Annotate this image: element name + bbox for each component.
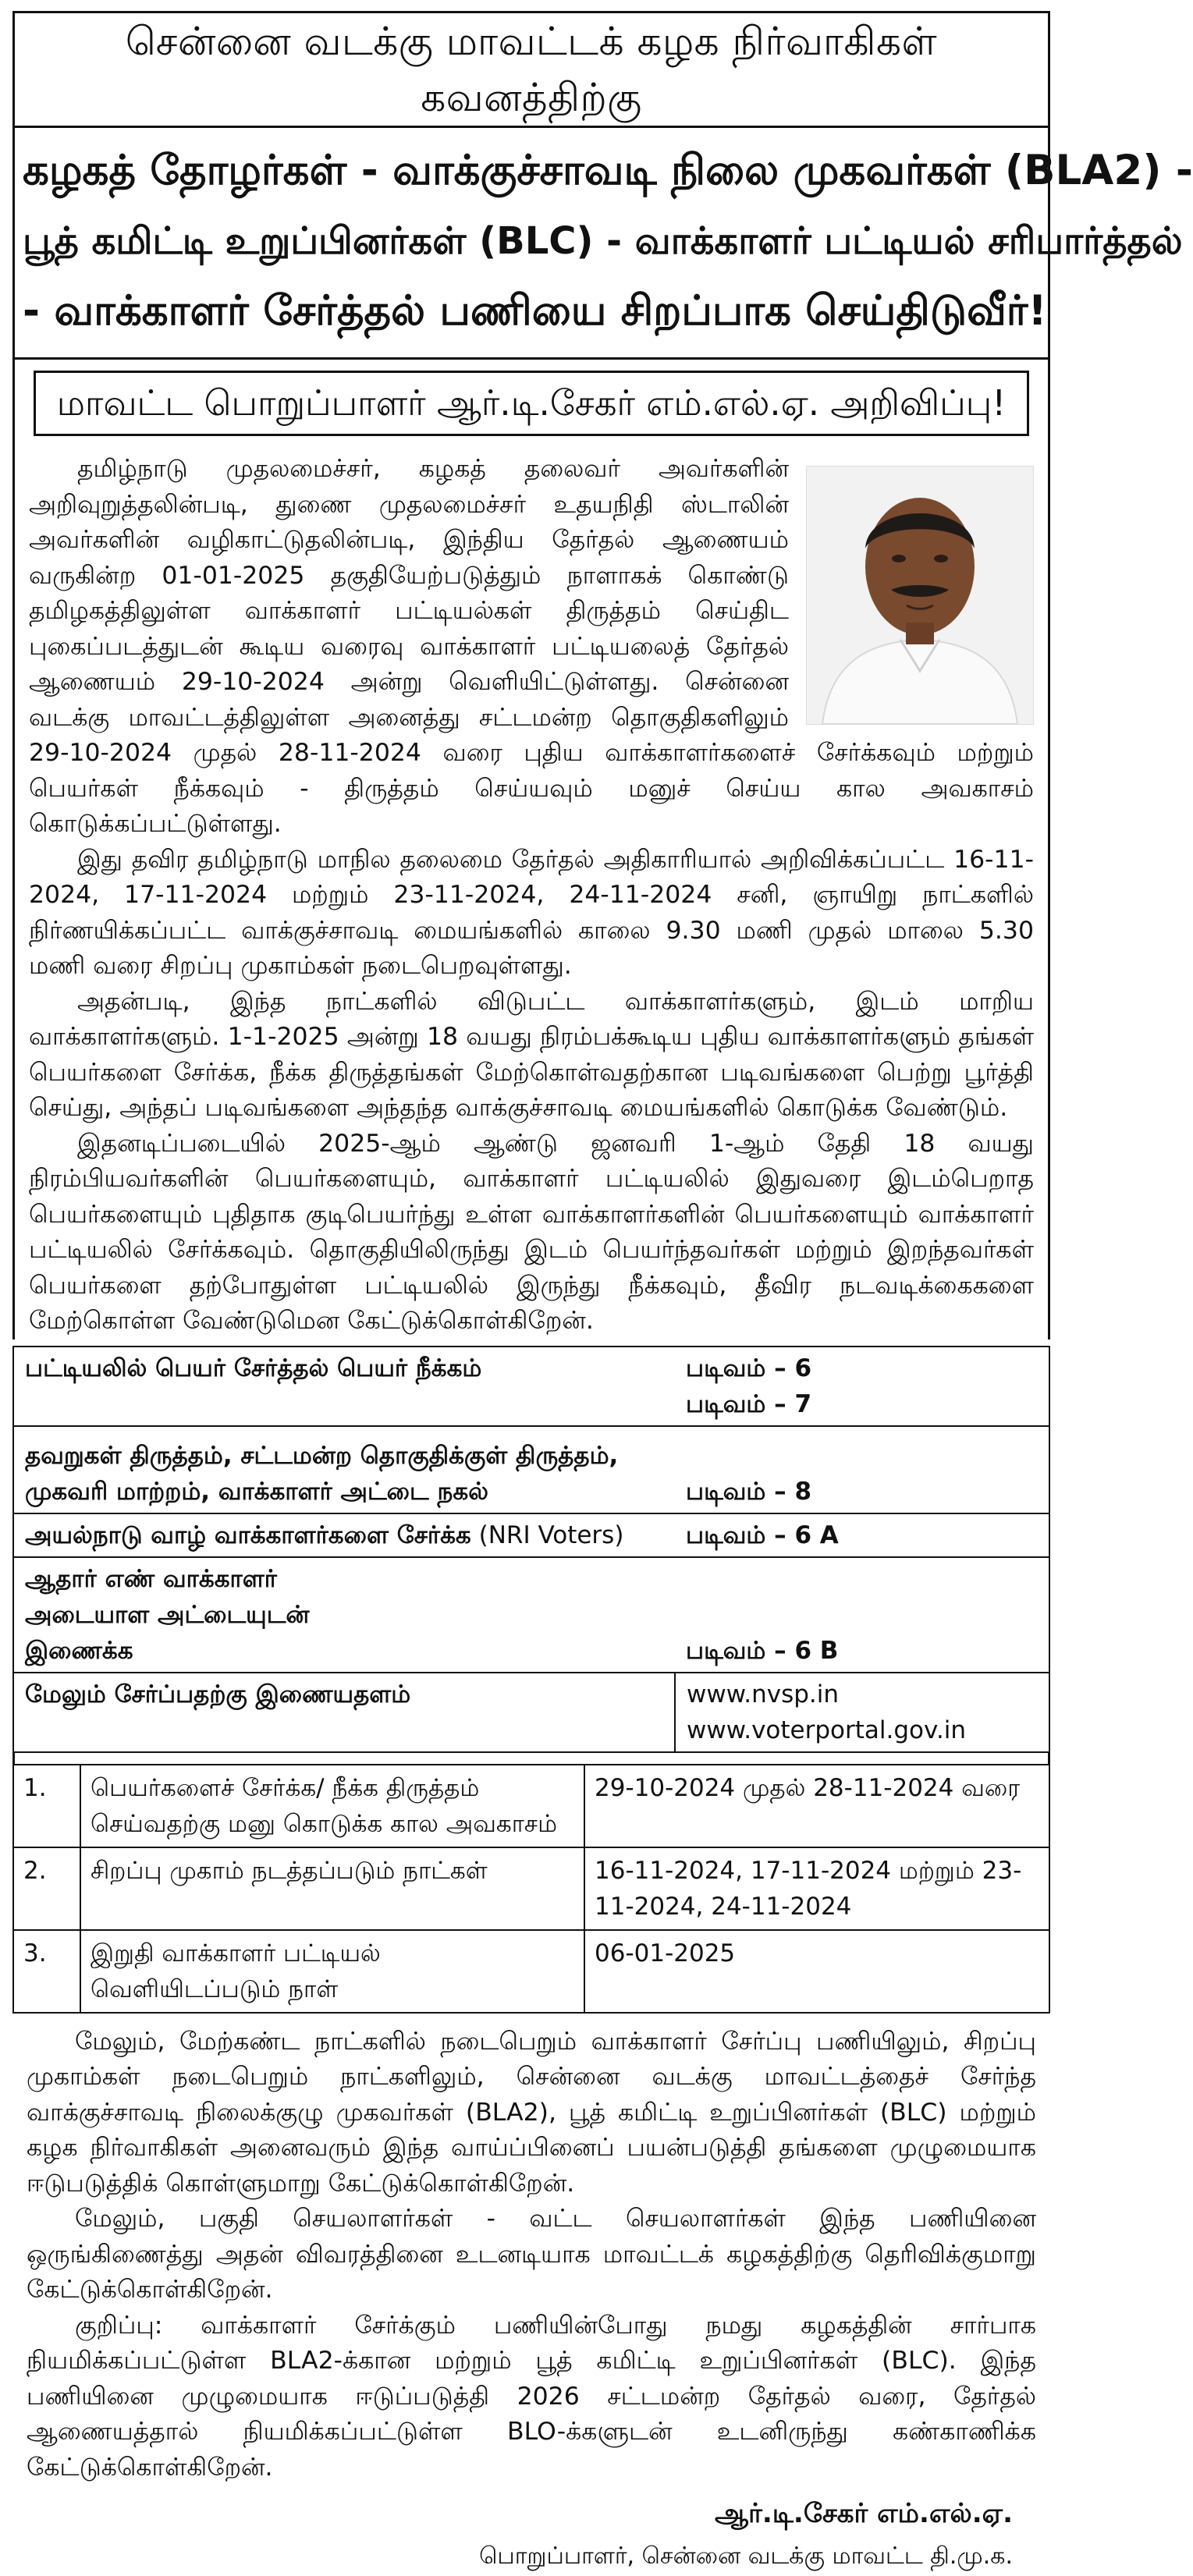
closing-paragraph-1: மேலும், மேற்கண்ட நாட்களில் நடைபெறும் வாக்காளர் சேர்ப்பு பணியிலும், சிறப்பு முகாம்கள் நடைபெறும் நாட்களிலும், சென்னை வடக்கு மாவட்டத்தைச் சேர்ந்த வாக்குச்சாவடி நிலைக்குழு முகவர்கள் (BLA2), பூத் கமிட்டி உறுப்பினர்கள் (BLC) மற்றும் கழக நிர்வாகிகள் அனைவரும் இந்த வாய்ப்பினைப் பயன்படுத்தி தங்களை முழுமையாக ஈடுபடுத்திக் கொள்ளுமாறு கேட்டுக்கொள்கிறேன். [27, 2024, 1036, 2202]
table-row [13, 1426, 1049, 1513]
row-value: 29-10-2024 முதல் 28-11-2024 வரை [584, 1765, 1049, 1847]
row-label: பட்டியலில் பெயர் சேர்த்தல் பெயர் நீக்கம் [13, 1347, 675, 1426]
closing-paragraph-3: குறிப்பு: வாக்காளர் சேர்க்கும் பணியின்போது நமது கழகத்தின் சார்பாக நியமிக்கப்பட்டுள்ள BLA2-க்கான மற்றும் பூத் கமிட்டி உறுப்பினர்கள் (BLC). இந்த பணியினை முழுமையாக ஈடுப்படுத்தி 2026 சட்டமன்ற தேர்தல் வரை, தேர்தல் ஆணையத்தால் நியமிக்கப்பட்டுள்ள BLO-க்களுடன் உடனிருந்து கண்காணிக்க கேட்டுக்கொள்கிறேன். [27, 2308, 1036, 2486]
form-number: படிவம் – 6 B [675, 1557, 1049, 1673]
row-label: இறுதி வாக்காளர் பட்டியல் வெளியிடப்படும் நாள் [80, 1930, 584, 2013]
form-number: படிவம் – 8 [675, 1426, 1049, 1513]
table-row [13, 1673, 1049, 1752]
table-row [13, 1557, 1049, 1673]
form-number: படிவம் – 7 [686, 1386, 1038, 1422]
spacer [12, 1753, 1050, 1764]
body-text [12, 447, 1050, 1339]
top-heading: சென்னை வடக்கு மாவட்டக் கழக நிர்வாகிகள் கவனத்திற்கு [12, 11, 1050, 128]
closing-text [12, 2014, 1050, 2576]
form-number: படிவம் – 6 A [675, 1513, 1049, 1557]
row-number: 2. [13, 1847, 80, 1930]
paragraph-3: அதன்படி, இந்த நாட்களில் விடுபட்ட வாக்காளர்களும், இடம் மாறிய வாக்காளர்களும். 1-1-2025 அன்று 18 வயது நிரம்பக்கூடிய புதிய வாக்காளர்களும் தங்கள் பெயர்களை சேர்க்க, நீக்க திருத்தங்கள் மேற்கொள்வதற்கான படிவங்களை பெற்று பூர்த்தி செய்து, அந்தப் படிவங்களை அந்தந்த வாக்குச்சாவடி மையங்களில் கொடுக்க வேண்டும். [29, 985, 1034, 1127]
person-photo [806, 466, 1034, 725]
row-number: 1. [13, 1765, 80, 1847]
designation: பொறுப்பாளர், சென்னை வடக்கு மாவட்ட தி.மு.க. [27, 2537, 1036, 2576]
row-label [13, 1513, 675, 1557]
row-number: 3. [13, 1930, 80, 2013]
paragraph-2: இது தவிர தமிழ்நாடு மாநில தலைமை தேர்தல் அதிகாரியால் அறிவிக்கப்பட்ட 16-11-2024, 17-11-2024 மற்றும் 23-11-2024, 24-11-2024 சனி, ஞாயிறு நாட்களில் நிர்ணயிக்கப்பட்ட வாக்குச்சாவடி மையங்களில் காலை 9.30 மணி முதல் மாலை 5.30 மணி வரை சிறப்பு முகாம்கள் நடைபெறவுள்ளது. [29, 843, 1034, 985]
row-label: பெயர்களைச் சேர்க்க/ நீக்க திருத்தம் செய்வதற்கு மனு கொடுக்க கால அவகாசம் [80, 1765, 584, 1847]
websites [675, 1673, 1049, 1752]
form-number: படிவம் – 6 [686, 1350, 1038, 1386]
paragraph-4: இதனடிப்படையில் 2025-ஆம் ஆண்டு ஜனவரி 1-ஆம் தேதி 18 வயது நிரம்பியவர்களின் பெயர்களையும், வாக்காளர் பட்டியலில் இதுவரை இடம்பெறாத பெயர்களையும் புதிதாக குடிபெயர்ந்து உள்ள வாக்காளர்களின் பெயர்களையும் வாக்காளர் பட்டியலில் சேர்க்கவும். தொகுதியிலிருந்து இடம் பெயர்ந்தவர்கள் மற்றும் இறந்தவர்கள் பெயர்களை தற்போதுள்ள பட்டியலில் இருந்து நீக்கவும், தீவிர நடவடிக்கைகளை மேற்கொள்ள வேண்டுமென கேட்டுக்கொள்கிறேன். [29, 1127, 1034, 1339]
portrait-image [807, 467, 1033, 724]
row-label: மேலும் சேர்ப்பதற்கு இணையதளம் [13, 1673, 675, 1752]
table-row [13, 1347, 1049, 1426]
headline [12, 128, 1050, 360]
row-label: தவறுகள் திருத்தம், சட்டமன்ற தொகுதிக்குள் திருத்தம், முகவரி மாற்றம், வாக்காளர் அட்டை நகல் [13, 1426, 675, 1513]
table-row [13, 1930, 1049, 2013]
row-label: ஆதார் எண் வாக்காளர் அடையாள அட்டையுடன் இணைக்க [13, 1557, 675, 1673]
forms-table [12, 1346, 1050, 1753]
paragraph-1: தமிழ்நாடு முதலமைச்சர், கழகத் தலைவர் அவர்களின் அறிவுறுத்தலின்படி, துணை முதலமைச்சர் உதயநிதி ஸ்டாலின் அவர்களின் வழிகாட்டுதலின்படி, இந்திய தேர்தல் ஆணையம் வருகின்ற 01-01-2025 தகுதியேற்படுத்தும் நாளாகக் கொண்டு தமிழகத்திலுள்ள வாக்காளர் பட்டியல்கள் திருத்தம் செய்திட புகைப்படத்துடன் கூடிய வரைவு வாக்காளர் பட்டியலைத் தேர்தல் ஆணையம் 29-10-2024 அன்று வெளியிட்டுள்ளது. சென்னை வடக்கு மாவட்டத்திலுள்ள அனைத்து சட்டமன்ற தொகுதிகளிலும் 29-10-2024 முதல் 28-11-2024 வரை புதிய வாக்காளர்களைச் சேர்க்கவும் மற்றும் பெயர்கள் நீக்கவும் - திருத்தம் செய்யவும் மனுச் செய்ய கால அவகாசம் கொடுக்கப்பட்டுள்ளது. [29, 452, 1034, 843]
headline-line-3: - வாக்காளர் சேர்த்தல் பணியை சிறப்பாக செய்திடுவீர்! [23, 276, 1040, 346]
form-numbers [675, 1347, 1049, 1426]
table-row [13, 1765, 1049, 1847]
row-label-note: (NRI Voters) [471, 1521, 624, 1549]
website-link[interactable]: www.nvsp.in [687, 1677, 1038, 1712]
signature: ஆர்.டி.சேகர் எம்.எல்.ஏ. [27, 2490, 1036, 2537]
dates-table [12, 1764, 1050, 2014]
subheading: மாவட்ட பொறுப்பாளர் ஆர்.டி.சேகர் எம்.எல்.ஏ. அறிவிப்பு! [34, 371, 1029, 436]
row-value: 16-11-2024, 17-11-2024 மற்றும் 23-11-2024, 24-11-2024 [584, 1847, 1049, 1930]
row-label-text: அயல்நாடு வாழ் வாக்காளர்களை சேர்க்க [25, 1521, 471, 1549]
subheading-wrap [12, 360, 1050, 447]
table-row [13, 1513, 1049, 1557]
headline-line-1: கழகத் தோழர்கள் - வாக்குச்சாவடி நிலை முகவர்கள் (BLA2) - [23, 136, 1040, 206]
closing-paragraph-2: மேலும், பகுதி செயலாளர்கள் - வட்ட செயலாளர்கள் இந்த பணியினை ஒருங்கிணைத்து அதன் விவரத்தினை உடனடியாக மாவட்டக் கழகத்திற்கு தெரிவிக்குமாறு கேட்டுக்கொள்கிறேன். [27, 2202, 1036, 2308]
headline-line-2: பூத் கமிட்டி உறுப்பினர்கள் (BLC) - வாக்காளர் பட்டியல் சரிபார்த்தல் [23, 206, 1040, 276]
row-value: 06-01-2025 [584, 1930, 1049, 2013]
table-row [13, 1847, 1049, 1930]
row-label: சிறப்பு முகாம் நடத்தப்படும் நாட்கள் [80, 1847, 584, 1930]
website-link[interactable]: www.voterportal.gov.in [687, 1712, 1038, 1748]
